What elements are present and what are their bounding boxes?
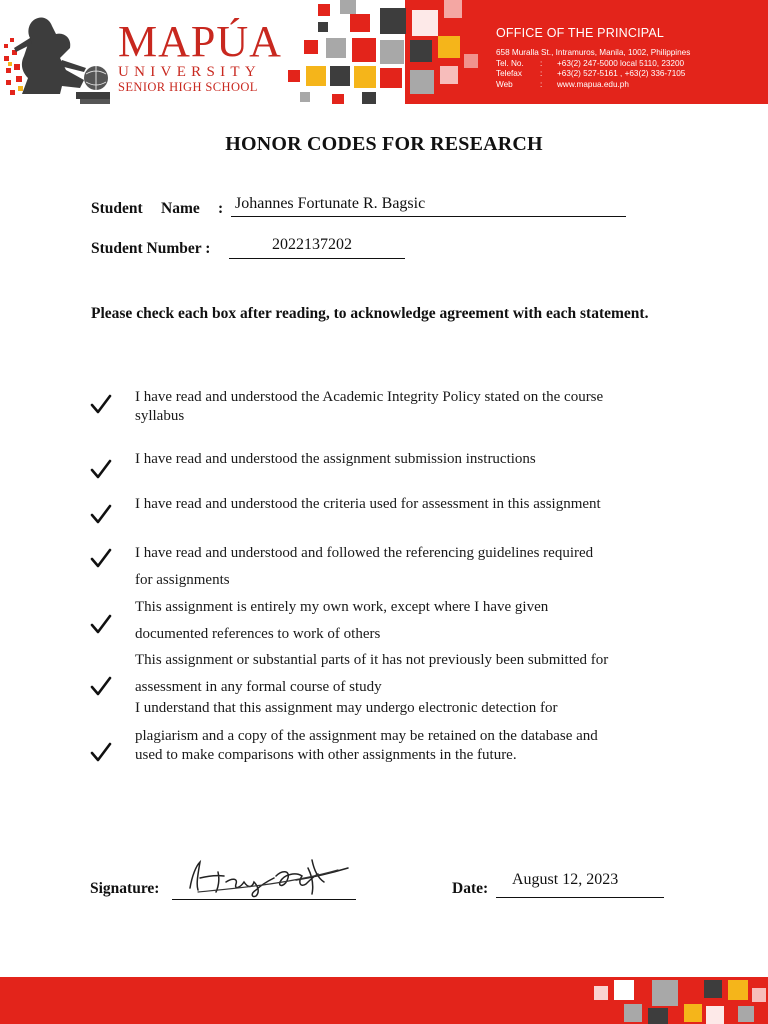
contact-value: +63(2) 527-5161 , +63(2) 336-7105 — [557, 69, 686, 78]
address-text: 658 Muralla St., Intramuros, Manila, 1002, Philippines — [496, 48, 691, 57]
checkmark-icon[interactable] — [90, 393, 112, 415]
office-address — [496, 48, 690, 59]
statement-item — [135, 388, 603, 426]
statement-line: I understand that this assignment may undergo electronic detection for — [135, 700, 558, 716]
statement-line: syllabus — [135, 408, 185, 424]
student-number-underline — [229, 258, 405, 259]
student-name-value[interactable]: Johannes Fortunate R. Bagsic — [235, 195, 426, 212]
checkmark-icon[interactable] — [90, 458, 112, 480]
statement-item — [135, 594, 548, 648]
contact-colon: : — [540, 69, 543, 78]
signature-label: Signature: — [90, 880, 160, 897]
checkmark-icon[interactable] — [90, 675, 112, 697]
date-value[interactable]: August 12, 2023 — [512, 871, 619, 888]
brand-name: MAPÚA — [118, 17, 282, 66]
student-number-value[interactable]: 2022137202 — [272, 236, 352, 253]
student-number-label: Student Number : — [91, 240, 211, 257]
contact-row-telefax — [496, 69, 690, 80]
contact-colon: : — [540, 79, 543, 89]
checkmark-icon[interactable] — [90, 613, 112, 635]
brand-school: SENIOR HIGH SCHOOL — [118, 80, 258, 94]
contact-row-tel — [496, 59, 690, 70]
letterhead — [0, 0, 768, 112]
statement-line: I have read and understood the assignment submission instructions — [135, 451, 536, 467]
date-underline — [496, 897, 664, 898]
office-contact-block — [496, 26, 690, 90]
instructions-text: Please check each box after reading, to acknowledge agreement with each statement. — [91, 305, 649, 322]
statement-line: used to make comparisons with other assignments in the future. — [135, 747, 517, 763]
date-label: Date: — [452, 880, 489, 897]
student-name-label-colon: : — [218, 200, 224, 217]
contact-label: Tel. No. — [496, 58, 524, 68]
student-name-label-word1: Student — [91, 200, 143, 217]
contact-colon: : — [540, 58, 543, 68]
statement-item — [135, 495, 601, 514]
contact-row-web — [496, 80, 690, 91]
contact-value: www.mapua.edu.ph — [557, 79, 629, 89]
mapua-logo-figure-icon — [0, 8, 118, 106]
office-title: OFFICE OF THE PRINCIPAL — [496, 26, 665, 40]
statement-line: I have read and understood the Academic Integrity Policy stated on the course — [135, 389, 604, 405]
checkmark-icon[interactable] — [90, 741, 112, 763]
statement-line: for assignments — [135, 572, 230, 588]
statement-line: documented references to work of others — [135, 626, 381, 642]
student-name-underline — [231, 216, 626, 217]
contact-label: Telefax — [496, 69, 522, 78]
statement-item — [135, 540, 593, 594]
checkmark-icon[interactable] — [90, 547, 112, 569]
handwritten-signature[interactable] — [178, 848, 350, 900]
checkmark-icon[interactable] — [90, 503, 112, 525]
document-title: HONOR CODES FOR RESEARCH — [225, 133, 543, 155]
brand-university: UNIVERSITY — [118, 64, 261, 80]
contact-label: Web — [496, 79, 513, 89]
statement-line: I have read and understood the criteria used for assessment in this assignment — [135, 496, 601, 512]
statement-line: assessment in any formal course of study — [135, 679, 382, 695]
statement-line: This assignment or substantial parts of it has not previously been submitted for — [135, 652, 609, 668]
statement-item — [135, 647, 608, 701]
statement-line: This assignment is entirely my own work, except where I have given — [135, 599, 549, 615]
statement-line: I have read and understood and followed the referencing guidelines required — [135, 545, 594, 561]
contact-value: +63(2) 247-5000 local 5110, 23200 — [557, 58, 685, 68]
statement-item — [135, 450, 536, 469]
statement-line: plagiarism and a copy of the assignment may be retained on the database and — [135, 728, 598, 744]
student-name-label-word2: Name — [161, 200, 200, 217]
brand-wordmark — [118, 17, 282, 94]
statement-item — [135, 699, 598, 765]
